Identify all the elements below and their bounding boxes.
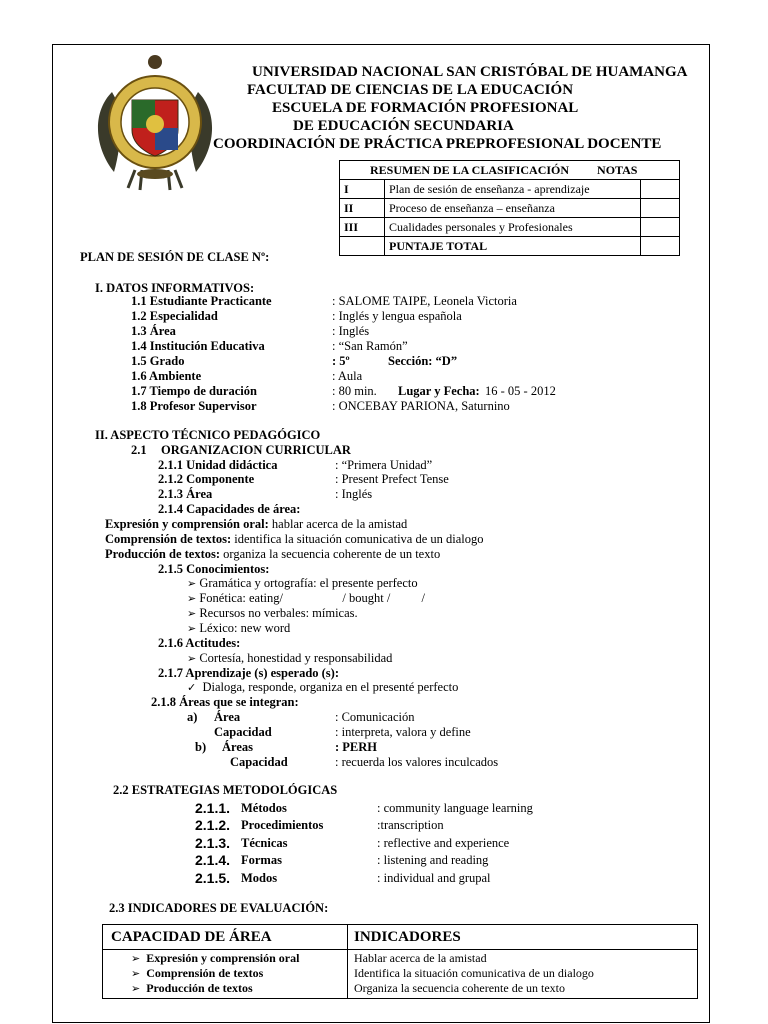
org-item-value: : Inglés xyxy=(335,487,373,501)
list-item xyxy=(187,621,290,636)
indicadores-col-capacidad: CAPACIDAD DE ÁREA xyxy=(103,925,348,950)
summary-row-note xyxy=(641,180,680,199)
arrow-bullet-icon: ➢ xyxy=(131,967,141,980)
estrategia-label: Métodos xyxy=(241,801,287,815)
conocimientos-title: 2.1.5 Conocimientos: xyxy=(158,562,270,576)
area-value: : Comunicación xyxy=(335,710,415,724)
estrategia-num-text: 2.1.3. xyxy=(195,835,231,851)
actitudes-title: 2.1.6 Actitudes: xyxy=(158,636,241,650)
summary-row-note xyxy=(641,199,680,218)
arrow-bullet-icon: ➢ xyxy=(187,622,197,635)
estrategia-num-text: 2.1.4. xyxy=(195,852,231,868)
datos-value: : 80 min. xyxy=(332,384,377,398)
area-label: Área xyxy=(214,710,241,724)
area-cap-value: : recuerda los valores inculcados xyxy=(335,755,499,769)
estrategia-num xyxy=(195,800,230,818)
arrow-bullet-icon: ➢ xyxy=(187,607,197,620)
indicadores-table xyxy=(102,924,698,999)
summary-header xyxy=(340,161,680,180)
indicador-text: Identifica la situación comunicativa de un dialogo xyxy=(354,966,594,980)
list-item xyxy=(131,966,339,981)
datos-label: 1.8 Profesor Supervisor xyxy=(131,399,257,413)
table-row xyxy=(103,950,698,999)
datos-value: : 5º xyxy=(332,354,350,368)
estrategia-num xyxy=(195,835,230,853)
estrategia-label: Modos xyxy=(241,871,278,885)
indicadores-cell xyxy=(348,950,698,999)
estrategia-value: : community language learning xyxy=(377,801,533,815)
indicadores-title: 2.3 INDICADORES DE EVALUACIÓN: xyxy=(109,901,329,915)
plan-title: PLAN DE SESIÓN DE CLASE Nº: xyxy=(80,250,270,264)
university-seal-logo xyxy=(90,52,220,194)
aprendizaje-title: 2.1.7 Aprendizaje (s) esperado (s): xyxy=(158,666,339,680)
capacidad-label: Comprensión de textos: xyxy=(105,532,232,546)
org-num: 2.1 xyxy=(131,443,147,457)
estrategia-num-text: 2.1.5. xyxy=(195,870,231,886)
datos-label: 1.4 Institución Educativa xyxy=(131,339,265,353)
summary-row-num: II xyxy=(340,199,385,218)
org-title: ORGANIZACION CURRICULAR xyxy=(161,443,351,457)
datos-label: 1.5 Grado xyxy=(131,354,185,368)
area-cap-label: Capacidad xyxy=(230,755,288,769)
list-item-text: Cortesía, honestidad y responsabilidad xyxy=(199,651,393,665)
lugar-value: 16 - 05 - 2012 xyxy=(485,384,556,398)
summary-row-label: Proceso de enseñanza – enseñanza xyxy=(385,199,641,218)
list-item-text: Expresión y comprensión oral xyxy=(146,951,300,965)
education-level: DE EDUCACIÓN SECUNDARIA xyxy=(293,118,514,134)
area-value: : PERH xyxy=(335,740,378,754)
datos-label: 1.7 Tiempo de duración xyxy=(131,384,257,398)
faculty-name: FACULTAD DE CIENCIAS DE LA EDUCACIÓN xyxy=(247,82,574,98)
capacidad-label: Expresión y comprensión oral: xyxy=(105,517,269,531)
summary-table xyxy=(339,160,680,256)
datos-value: : Inglés xyxy=(332,324,370,338)
estrategia-value: : individual and grupal xyxy=(377,871,491,885)
summary-row-num: I xyxy=(340,180,385,199)
arrow-bullet-icon: ➢ xyxy=(187,577,197,590)
list-item-text: Producción de textos xyxy=(146,981,253,995)
capacidad-line xyxy=(105,532,484,547)
summary-row-note xyxy=(641,218,680,237)
indicadores-col-indicadores: INDICADORES xyxy=(348,925,698,950)
estrategia-value: : listening and reading xyxy=(377,853,489,867)
datos-value: : “San Ramón” xyxy=(332,339,408,353)
list-item xyxy=(187,651,392,666)
university-name: UNIVERSIDAD NACIONAL SAN CRISTÓBAL DE HUAMANGA xyxy=(252,64,688,80)
indicador-text: Organiza la secuencia coherente de un texto xyxy=(354,981,566,995)
area-cap-value: : interpreta, valora y define xyxy=(335,725,471,739)
area-cap-label: Capacidad xyxy=(214,725,272,739)
estrategia-num-text: 2.1.1. xyxy=(195,800,231,816)
capacidad-label: Producción de textos: xyxy=(105,547,221,561)
capacidad-line xyxy=(105,517,407,532)
list-item-text: Comprensión de textos xyxy=(146,966,264,980)
area-letter: b) xyxy=(195,740,207,754)
summary-row-num: III xyxy=(340,218,385,237)
seccion-value: Sección: “D” xyxy=(388,354,458,368)
list-item-text: Recursos no verbales: mímicas. xyxy=(199,606,358,620)
arrow-bullet-icon: ➢ xyxy=(187,652,197,665)
estrategia-num xyxy=(195,852,230,870)
datos-value: : SALOME TAIPE, Leonela Victoria xyxy=(332,294,517,308)
estrategias-title: 2.2 ESTRATEGIAS METODOLÓGICAS xyxy=(113,783,338,797)
capacidades-cell xyxy=(103,950,348,999)
arrow-bullet-icon: ➢ xyxy=(131,982,141,995)
list-item xyxy=(187,591,425,606)
capacidades-title: 2.1.4 Capacidades de área: xyxy=(158,502,301,516)
summary-notes-label: NOTAS xyxy=(597,162,638,177)
school-name: ESCUELA DE FORMACIÓN PROFESIONAL xyxy=(272,100,579,116)
table-row xyxy=(340,199,680,218)
org-item-label: 2.1.1 Unidad didáctica xyxy=(158,458,278,472)
estrategia-num-text: 2.1.2. xyxy=(195,817,231,833)
summary-row-label: Plan de sesión de enseñanza - aprendizaje xyxy=(385,180,641,199)
summary-row-num xyxy=(340,237,385,256)
list-item xyxy=(131,951,339,966)
table-row xyxy=(340,237,680,256)
table-row xyxy=(340,180,680,199)
list-item-text: Dialoga, responde, organiza en el presenté perfecto xyxy=(202,680,459,694)
datos-label: 1.3 Área xyxy=(131,324,176,338)
indicador-text: Hablar acerca de la amistad xyxy=(354,951,487,965)
capacidad-value: identifica la situación comunicativa de un dialogo xyxy=(231,532,484,546)
list-item xyxy=(187,606,358,621)
org-item-value: : Present Prefect Tense xyxy=(335,472,449,486)
capacidad-value: hablar acerca de la amistad xyxy=(268,517,408,531)
arrow-bullet-icon: ➢ xyxy=(187,592,197,605)
capacidad-line xyxy=(105,547,440,562)
area-letter: a) xyxy=(187,710,198,724)
area-label: Áreas xyxy=(222,740,254,754)
summary-total-note xyxy=(641,237,680,256)
org-item-label: 2.1.2 Componente xyxy=(158,472,255,486)
coordination-name: COORDINACIÓN DE PRÁCTICA PREPROFESIONAL DOCENTE xyxy=(213,136,662,152)
list-item-text: Gramática y ortografía: el presente perfecto xyxy=(199,576,418,590)
table-row xyxy=(340,218,680,237)
org-item-label: 2.1.3 Área xyxy=(158,487,213,501)
estrategia-label: Formas xyxy=(241,853,282,867)
datos-title: I. DATOS INFORMATIVOS: xyxy=(95,281,255,295)
list-item-text: Léxico: new word xyxy=(199,621,291,635)
arrow-bullet-icon: ➢ xyxy=(131,952,141,965)
datos-value: : Inglés y lengua española xyxy=(332,309,462,323)
checkmark-icon: ✓ xyxy=(187,681,197,694)
estrategia-num xyxy=(195,870,230,888)
list-item-text: Fonética: eating/ / bought / / xyxy=(199,591,426,605)
list-item xyxy=(187,576,418,591)
list-item xyxy=(131,981,339,996)
org-item-value: : “Primera Unidad” xyxy=(335,458,433,472)
estrategia-value: :transcription xyxy=(377,818,444,832)
estrategia-label: Procedimientos xyxy=(241,818,324,832)
capacidad-value: organiza la secuencia coherente de un texto xyxy=(220,547,441,561)
estrategia-label: Técnicas xyxy=(241,836,288,850)
datos-value: : ONCEBAY PARIONA, Saturnino xyxy=(332,399,510,413)
summary-row-label: Cualidades personales y Profesionales xyxy=(385,218,641,237)
areas-title: 2.1.8 Áreas que se integran: xyxy=(151,695,299,709)
lugar-label: Lugar y Fecha: xyxy=(398,384,480,398)
aspecto-title: II. ASPECTO TÉCNICO PEDAGÓGICO xyxy=(95,428,321,442)
datos-label: 1.1 Estudiante Practicante xyxy=(131,294,272,308)
datos-label: 1.2 Especialidad xyxy=(131,309,218,323)
summary-title: RESUMEN DE LA CLASIFICACIÓN xyxy=(370,162,570,177)
estrategia-value: : reflective and experience xyxy=(377,836,510,850)
estrategia-num xyxy=(195,817,230,835)
summary-total-label: PUNTAJE TOTAL xyxy=(385,237,641,256)
datos-value: : Aula xyxy=(332,369,363,383)
list-item xyxy=(187,680,458,695)
datos-label: 1.6 Ambiente xyxy=(131,369,202,383)
